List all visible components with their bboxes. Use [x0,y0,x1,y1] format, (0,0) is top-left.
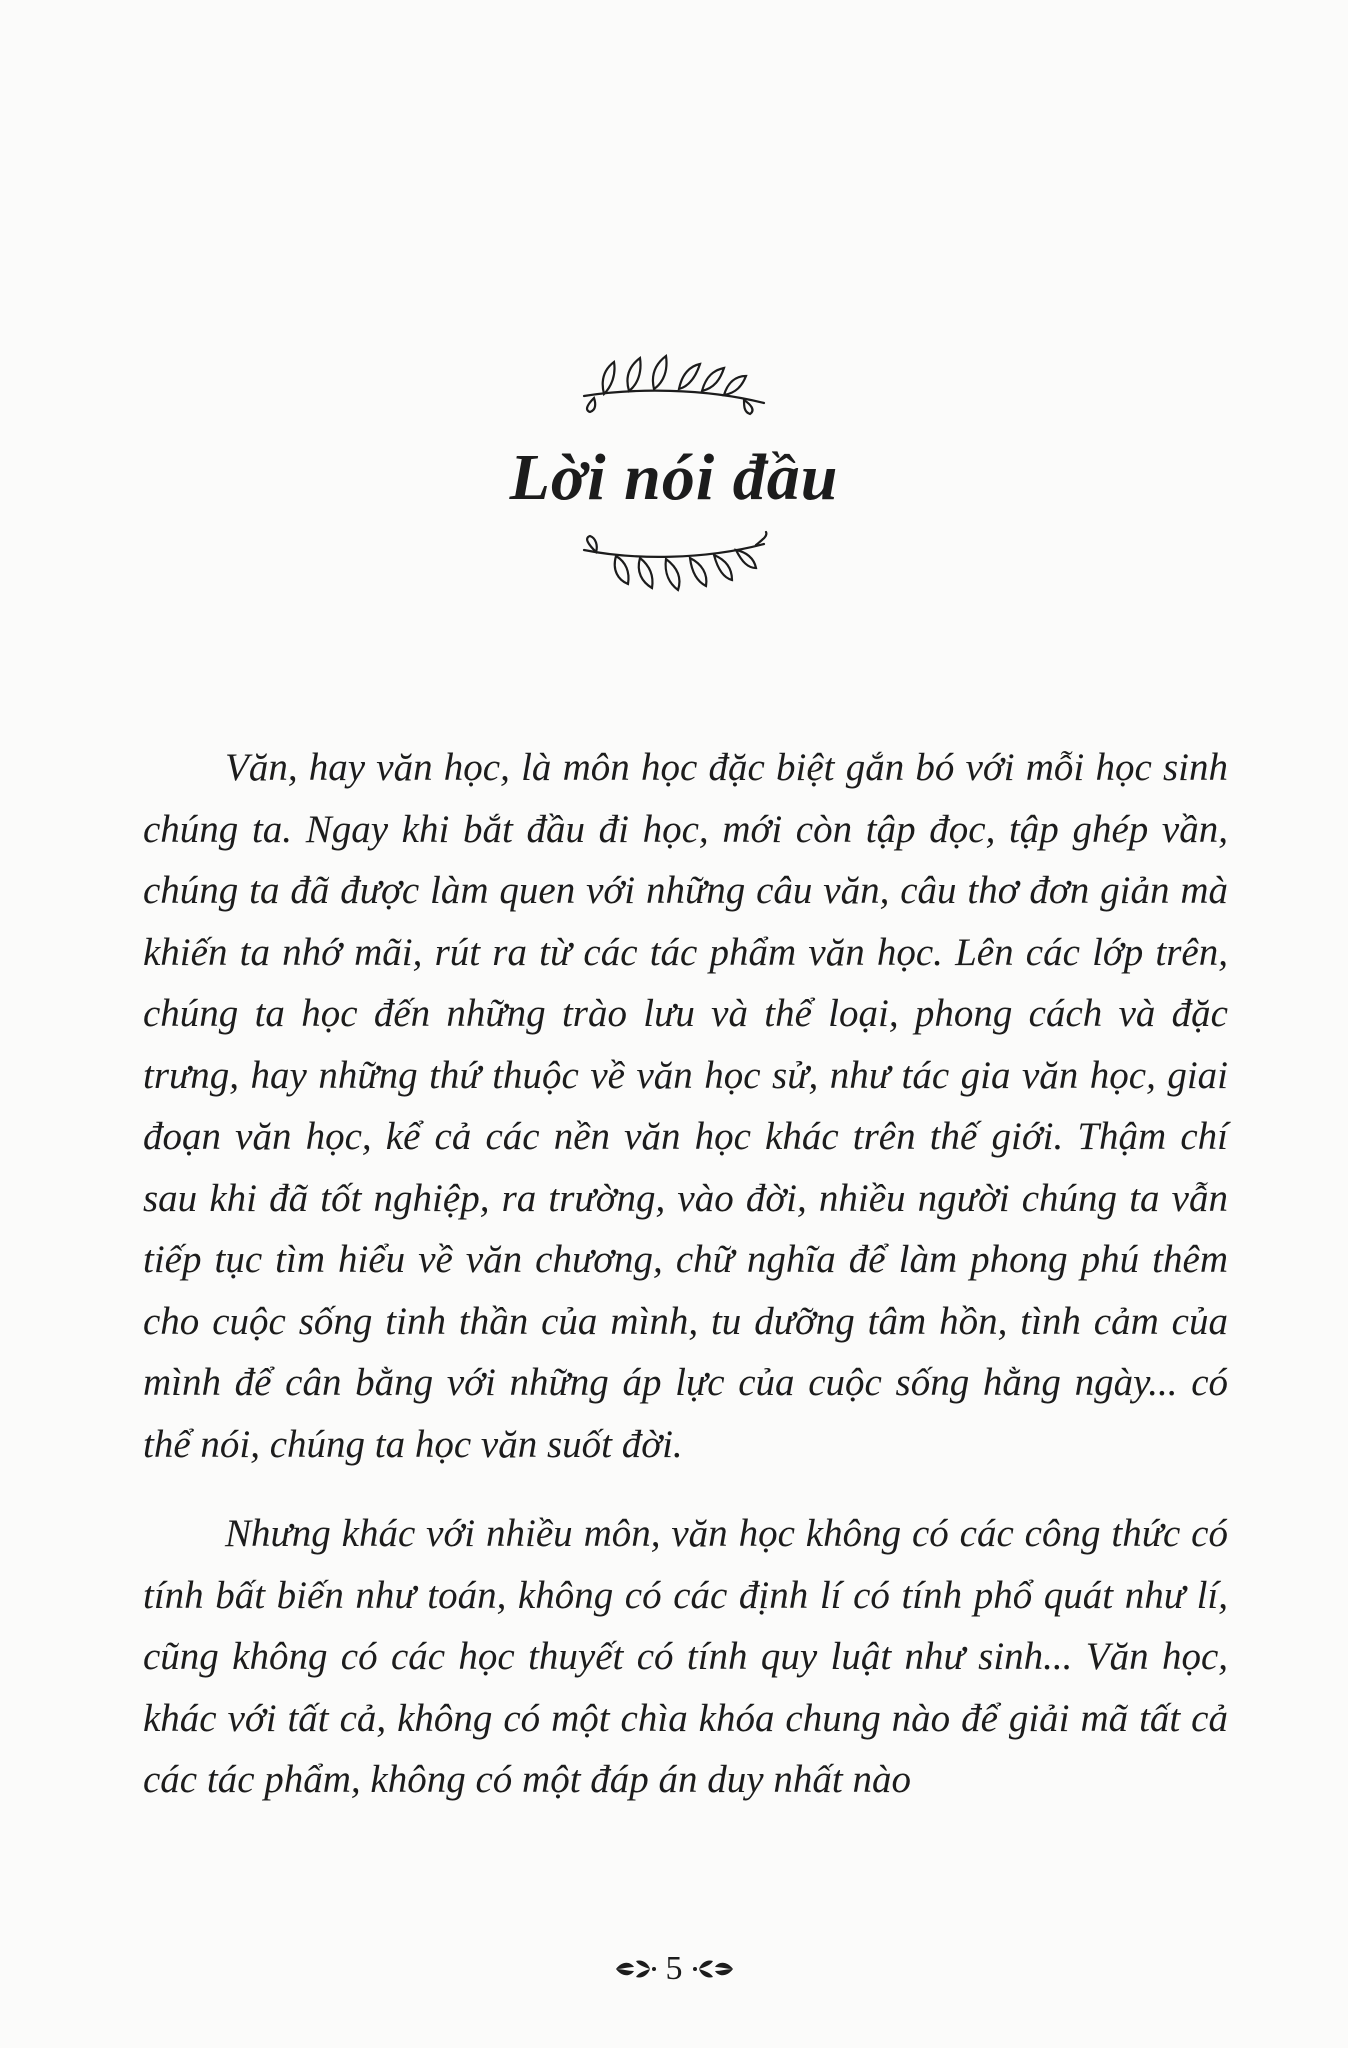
page-footer [0,1952,1348,1986]
page-number: 5 [665,1950,683,1987]
paragraph: Nhưng khác với nhiều môn, văn học không có các công thức có tính bất biến như toán, không có các định lí có tính phổ quát như lí, cũng không có các học thuyết có tính quy luật như sinh... Văn học, khác với tất cả, không có một chìa khóa chung nào để giải mã tất cả các tác phẩm, không có một đáp án duy nhất nào [143,1512,1228,1801]
body-text [143,737,1228,1811]
leaf-flourish-icon [691,1955,737,1983]
page-title: Lời nói đầu [509,441,839,514]
laurel-branch-icon [574,348,774,418]
paragraph: Văn, hay văn học, là môn học đặc biệt gắn bó với mỗi học sinh chúng ta. Ngay khi bắt đầu đi học, mới còn tập đọc, tập ghép vần, chúng ta đã được làm quen với những câu văn, câu thơ đơn giản mà khiến ta nhớ mãi, rút ra từ các tác phẩm văn học. Lên các lớp trên, chúng ta học đến những trào lưu và thể loại, phong cách và đặc trưng, hay những thứ thuộc về văn học sử, như tác gia văn học, giai đoạn văn học, kể cả các nền văn học khác trên thế giới. Thậm chí sau khi đã tốt nghiệp, ra trường, vào đời, nhiều người chúng ta vẫn tiếp tục tìm hiểu về văn chương, chữ nghĩa để làm phong phú thêm cho cuộc sống tinh thần của mình, tu dưỡng tâm hồn, tình cảm của mình để cân bằng với những áp lực của cuộc sống hằng ngày... có thể nói, chúng ta học văn suốt đời. [143,746,1228,1466]
leaf-flourish-icon [612,1955,658,1983]
laurel-branch-icon [574,530,774,600]
